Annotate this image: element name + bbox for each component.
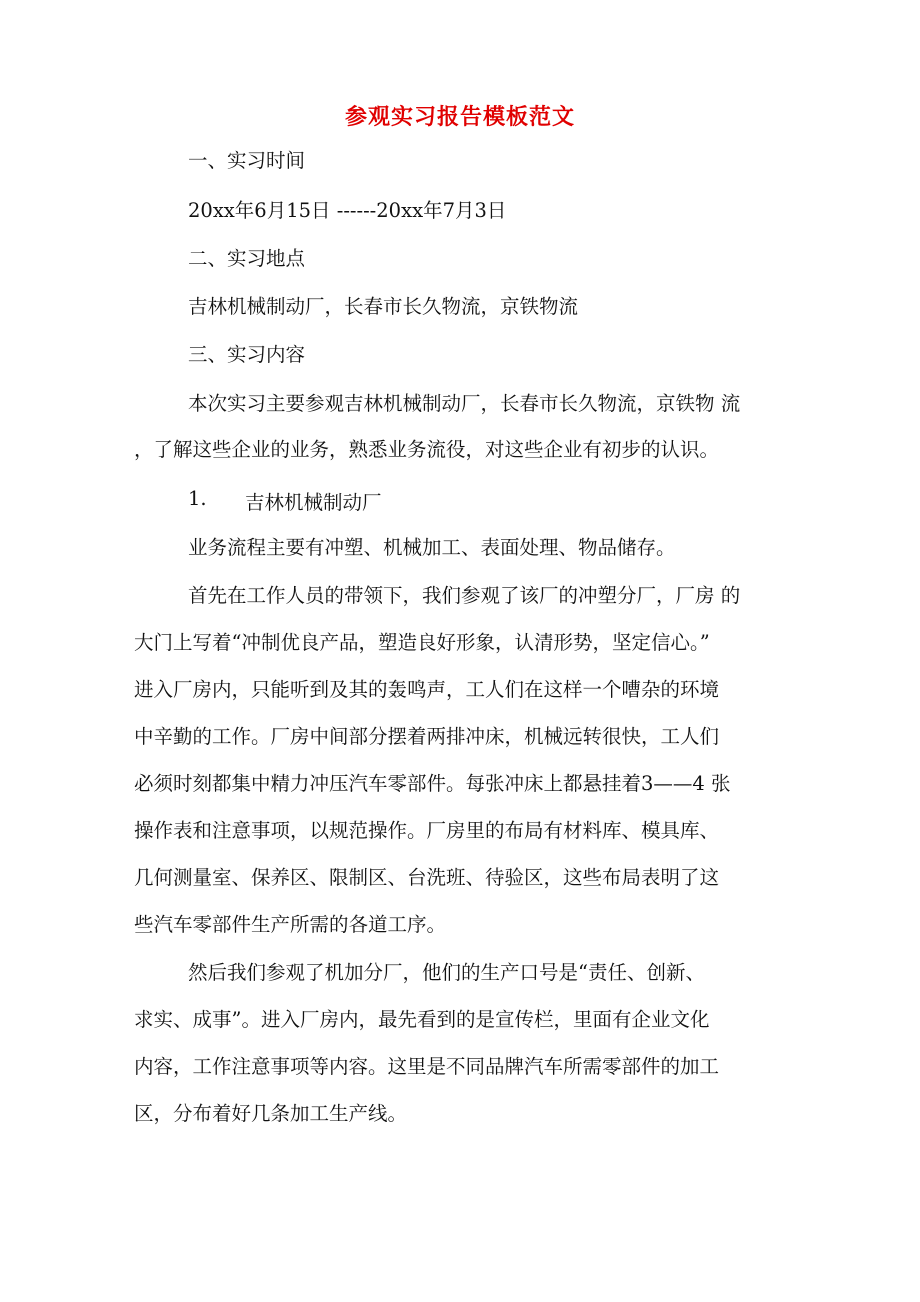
paragraph-line: 区，分布着好几条加工生产线。 [134,1102,408,1125]
section-heading-content: 三、实习内容 [188,343,306,366]
paragraph-line: 几何测量室、保养区、限制区、台洗班、待验区，这些布局表明了这 [134,866,720,889]
paragraph-line: 进入厂房内，只能听到及其的轰鸣声，工人们在这样一个嘈杂的环境 [134,678,720,701]
internship-dates: 20xx年6月15日 ------20xx年7月3日 [188,199,507,222]
section-heading-time: 一、实习时间 [188,149,306,172]
paragraph-line: 必须时刻都集中精力冲压汽车零部件。每张冲床上都悬挂着3——4 张 [134,772,731,795]
paragraph-line: 中辛勤的工作。厂房中间部分摆着两排冲床，机械远转很快，工人们 [134,725,720,748]
paragraph-line: 本次实习主要参观吉林机械制动厂，长春市长久物流，京铁物 流 [188,392,741,415]
document-title: 参观实习报告模板范文 [344,104,575,130]
paragraph-line: 然后我们参观了机加分厂，他们的生产口号是“责任、创新、 [188,961,705,984]
paragraph-line: 些汽车零部件生产所需的各道工序。 [134,913,447,936]
list-item-title: 吉林机械制动厂 [245,491,382,514]
paragraph-line: 求实、成事”。进入厂房内，最先看到的是宣传栏，里面有企业文化 [134,1008,710,1031]
list-number: 1. [188,487,207,510]
section-heading-location: 二、实习地点 [188,247,306,270]
paragraph-line: ，了解这些企业的业务，熟悉业务流役，对这些企业有初步的认识。 [134,438,720,461]
internship-locations: 吉林机械制动厂，长春市长久物流，京铁物流 [188,295,579,318]
paragraph-line: 首先在工作人员的带领下，我们参观了该厂的冲塑分厂，厂房 的 [188,584,741,607]
paragraph-line: 大门上写着“冲制优良产品，塑造良好形象，认清形势，坚定信心。” [134,631,710,654]
paragraph-line: 内容，工作注意事项等内容。这里是不同品牌汽车所需零部件的加工 [134,1055,720,1078]
paragraph-line: 操作表和注意事项，以规范操作。厂房里的布局有材料库、模具库、 [134,819,720,842]
paragraph-line: 业务流程主要有冲塑、机械加工、表面处理、物品储存。 [188,536,676,559]
